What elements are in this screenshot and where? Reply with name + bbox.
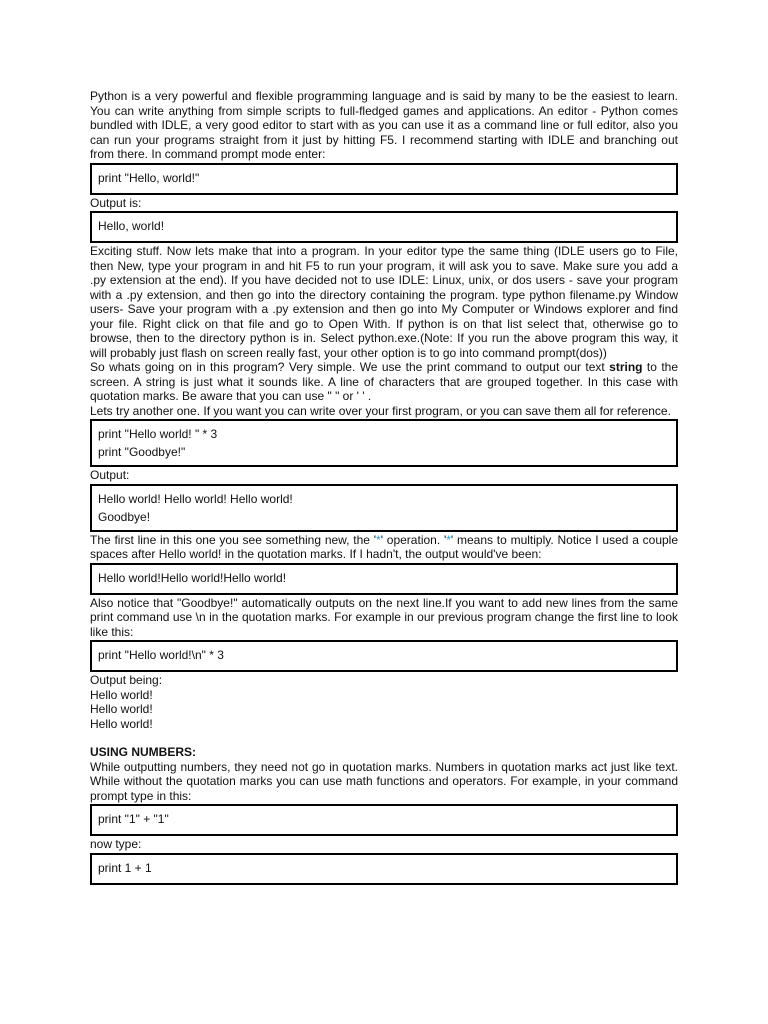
output-text-line: Hello world! (90, 702, 153, 716)
asterisk-highlight: * (446, 532, 451, 547)
document-page (90, 89, 678, 886)
string-bold: string (609, 360, 643, 374)
code-block-newline (90, 640, 678, 672)
output-is-label: Output is: (90, 195, 142, 210)
operation-text-a: The first line in this one you see something new, the ' (90, 532, 377, 547)
output-label: Output: (90, 468, 130, 482)
output-text-line: Hello world! (90, 687, 153, 702)
output-line: Goodbye! (98, 509, 151, 524)
another-paragraph: Lets try another one. If you want you can write over your first program, or you can save them all for reference. (90, 403, 671, 418)
output-block-nospace (90, 563, 678, 595)
code-line: print "1" + "1" (98, 812, 169, 826)
operation-paragraph (90, 533, 678, 562)
intro-paragraph: Python is a very powerful and flexible programming language and is said by many to be the easiest to learn. You can write anything from simple scripts to full-fledged games and applications. An editor - Python comes bundled with IDLE, a very good editor to start with as you can use it as a command line or full editor, also you can run your programs straight from it just by hitting F5. I recommend starting with IDLE and branching out from there. In command prompt mode enter: (90, 89, 678, 161)
program-paragraph: Exciting stuff. Now lets make that into a program. In your editor type the same thing (IDLE users go to File, then New, type your program in and hit F5 to run your program, it will ask you to save. Make sure you add a .py extension at the end). If you have decided not to use IDLE: Linux, unix, or dos users - save your program with a .py extension, and then go into the directory containing the program. type python filename.py Window users- Save your program with a .py extension and then go into My Computer or Windows explorer and find your file. Right click on that file and go to Open With. If python is on that list select that, otherwise go to browse, then to the directory python is in. Select python.exe.(Note: If you run the above program this way, it will probably just flash on screen really fast, your other option is to go into command prompt(dos)) (90, 244, 678, 360)
code-block-string-add (90, 804, 678, 836)
code-block-multiply (90, 419, 678, 467)
numbers-paragraph: While outputting numbers, they need not go in quotation marks. Numbers in quotation marks act just like text. While without the quotation marks you can use math functions and operators. For example, in your command prompt type in this: (90, 759, 678, 803)
string-paragraph (90, 360, 678, 404)
output-being-label: Output being: (90, 673, 163, 687)
code-block-hello (90, 163, 678, 195)
code-line: print "Hello world! " * 3 (98, 427, 218, 441)
asterisk-highlight: * (376, 532, 381, 547)
operation-text-c: ' means to multiply. Notice I used a couple spaces after Hello world! in the quotation marks. If I hadn't, the output would've been: (90, 532, 679, 561)
code-line: print 1 + 1 (98, 860, 152, 875)
code-line: print "Hello, world!" (98, 170, 200, 185)
section-heading-numbers: USING NUMBERS: (90, 745, 197, 759)
code-block-number-add (90, 853, 678, 885)
output-block-hello (90, 211, 678, 243)
code-line: print "Goodbye!" (98, 445, 186, 459)
output-line: Hello world!Hello world!Hello world! (98, 570, 287, 585)
newline-paragraph: Also notice that "Goodbye!" automatically outputs on the next line.If you want to add new lines from the same print command use \n in the quotation marks. For example in our previous program change the first line to look like this: (90, 595, 678, 639)
string-text-a: So whats going on in this program? Very simple. We use the print command to output our text (90, 360, 610, 374)
operation-text-b: ' operation. ' (380, 532, 447, 547)
code-line: print "Hello world!\n" * 3 (98, 648, 224, 662)
string-text-b: to the screen. A string is just what it sounds like. A line of characters that are grouped together. In this case with quotation marks. Be aware that you can use " " or ' ' . (90, 360, 678, 403)
output-line: Hello world! Hello world! Hello world! (98, 491, 293, 506)
now-type-label: now type: (90, 837, 142, 851)
output-block-multiply (90, 484, 678, 532)
output-line: Hello, world! (98, 219, 165, 233)
output-text-line: Hello world! (90, 716, 153, 731)
